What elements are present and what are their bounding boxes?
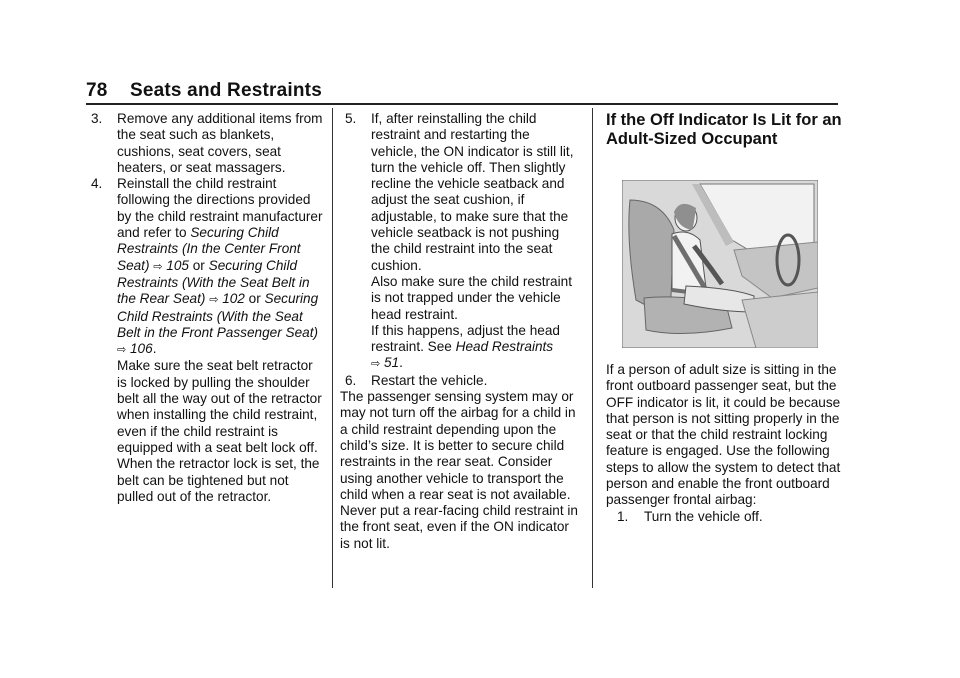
list-number: 4.	[91, 176, 103, 192]
page-header	[86, 80, 322, 102]
section-title: Seats and Restraints	[130, 80, 322, 101]
link-head-restraints[interactable]: Head Restraints	[455, 339, 554, 355]
column-right-body	[606, 362, 842, 525]
sub-text: If this happens, adjust the head restraint. See	[371, 322, 560, 355]
list-text: Reinstall the child restraint following the directions provided by the child restraint manufacturer and refer to	[117, 176, 323, 241]
list-text: If, after reinstalling the child restraint and restarting the vehicle, the ON indicator is still lit, turn the vehicle off. Then slightly recline the vehicle seatback and adjust the seat cushion, if adjustable, to make sure that the vehicle seatback is not pushing the child restraint into the seat cushion.	[371, 111, 574, 273]
punctuation: .	[399, 355, 403, 371]
page-ref-102[interactable]: 102	[222, 291, 245, 307]
page-ref-arrow-icon: ⇨	[117, 344, 127, 357]
page-ref-105[interactable]: 105	[166, 257, 189, 273]
list-text: Remove any additional items from the seat such as blankets, cushions, seat covers, seat heaters, or seat massagers.	[117, 111, 323, 175]
link-front-passenger-seat[interactable]: Securing Child Restraints (With the Seat Belt in the Front Passenger Seat)	[117, 291, 319, 340]
list-item-5	[340, 111, 578, 274]
link-rear-seat[interactable]: Securing Child Restraints (With the Seat Belt in the Rear Seat)	[117, 257, 310, 307]
column-divider-1	[332, 108, 333, 588]
link-center-front-seat[interactable]: Securing Child Restraints (In the Center Front Seat)	[117, 225, 301, 273]
list-text: Restart the vehicle.	[371, 372, 488, 388]
column-middle	[340, 111, 578, 552]
list-number: 5.	[345, 111, 357, 126]
list-item-4	[86, 176, 324, 358]
connector-text: or	[192, 257, 205, 273]
page-ref-51[interactable]: 51	[384, 355, 400, 371]
adult-occupant-illustration	[622, 180, 818, 348]
column-right	[606, 111, 842, 149]
list-item-1	[606, 509, 842, 525]
connector-text: or	[248, 291, 261, 307]
section-heading: If the Off Indicator Is Lit for an Adult-Sized Occupant	[606, 111, 842, 148]
body-paragraph: The passenger sensing system may or may not turn off the airbag for a child in a child restraint depending upon the child’s size. It is better to secure child restraints in the rear seat. Consider using another vehicle to transport the child when a rear seat is not available. Never put a rear-facing child restraint in the front seat, even if the ON indicator is not lit.	[340, 389, 578, 551]
page-ref-arrow-icon: ⇨	[209, 294, 219, 307]
list-number: 1.	[617, 508, 629, 524]
list-number: 6.	[345, 372, 357, 388]
page-ref-106[interactable]: 106	[130, 341, 153, 357]
body-paragraph: If a person of adult size is sitting in the front outboard passenger seat, but the OFF indicator is lit, it could be because that person is not sitting properly in the seat or that the child restraint locking feature is engaged. Use the following steps to allow the system to detect that person and enable the front outboard passenger frontal airbag:	[606, 362, 841, 508]
column-divider-2	[592, 108, 593, 588]
header-rule	[86, 103, 838, 105]
punctuation: .	[152, 341, 157, 357]
list-item-6	[340, 373, 578, 389]
sub-paragraph	[340, 274, 578, 373]
page-ref-arrow-icon: ⇨	[153, 260, 163, 273]
column-left	[86, 111, 324, 505]
list-text: Turn the vehicle off.	[644, 508, 763, 524]
list-number: 3.	[91, 111, 103, 126]
sub-paragraph: Make sure the seat belt retractor is locked by pulling the shoulder belt all the way out of the retractor when installing the child restraint, even if the child restraint is equipped with a seat belt lock off. When the retractor lock is set, the belt can be tightened but not pulled out of the retractor.	[117, 358, 322, 504]
page-ref-arrow-icon: ⇨	[371, 358, 381, 371]
page-number: 78	[86, 80, 108, 101]
list-item-3	[86, 111, 324, 176]
sub-text: Also make sure the child restraint is not trapped under the vehicle head restraint.	[371, 273, 572, 322]
